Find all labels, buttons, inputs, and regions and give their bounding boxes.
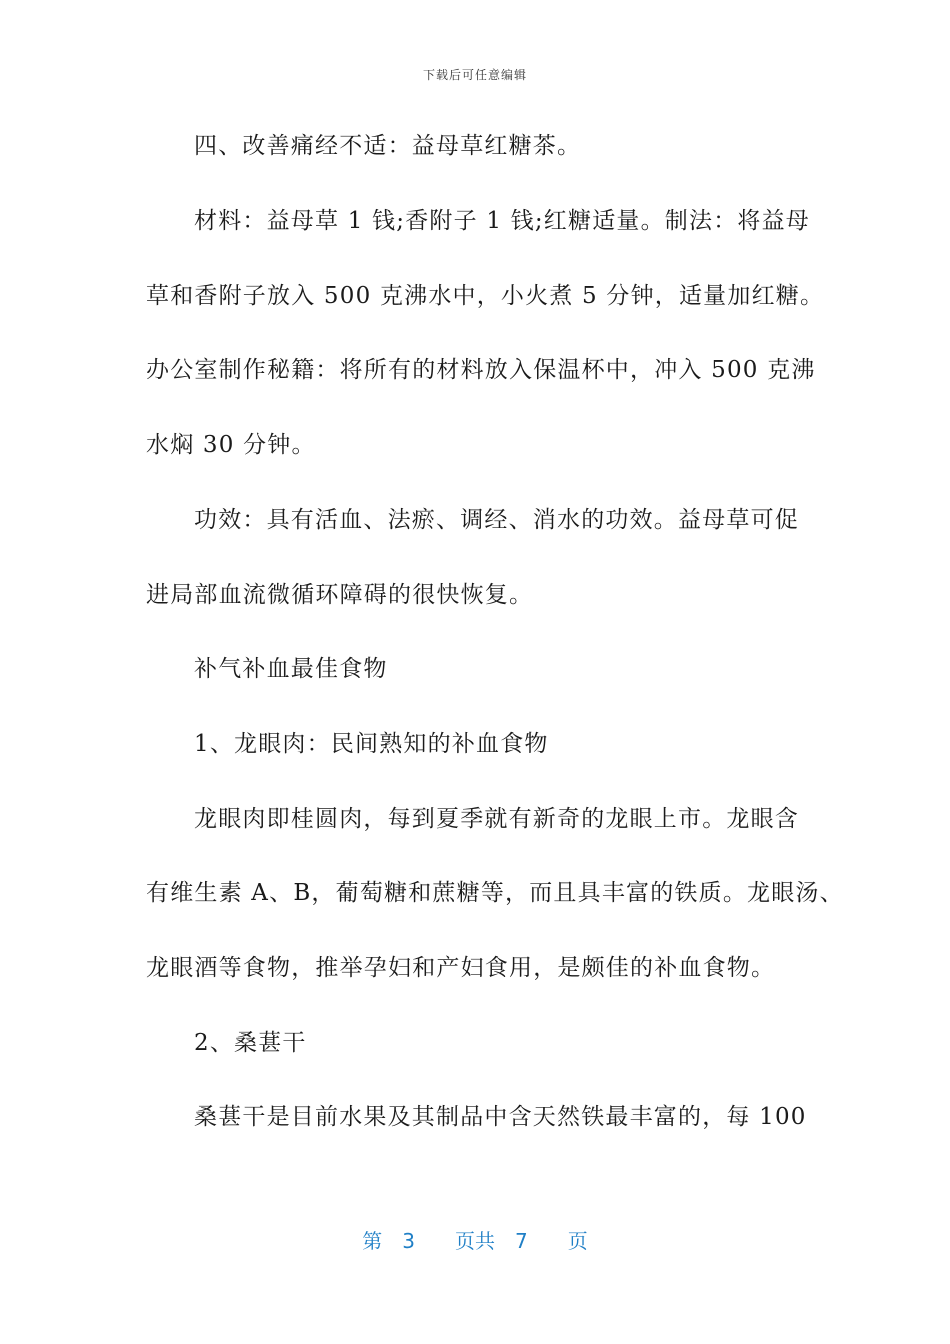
paragraph-line: 桑葚干是目前水果及其制品中含天然铁最丰富的，每 100 [194,1104,807,1130]
subsection-heading: 1、龙眼肉：民间熟知的补血食物 [194,731,549,757]
header-note: 下载后可任意编辑 [422,68,527,82]
paragraph-line: 龙眼酒等食物，推举孕妇和产妇食用，是颇佳的补血食物。 [146,955,776,981]
paragraph-line: 草和香附子放入 500 克沸水中，小火煮 5 分钟，适量加红糖。 [146,283,825,309]
page-footer [0,1225,950,1254]
footer-suffix: 页 [567,1229,588,1253]
current-page-number: 3 [402,1229,415,1253]
paragraph-line: 办公室制作秘籍：将所有的材料放入保温杯中，冲入 500 克沸 [146,357,816,383]
paragraph-line: 材料：益母草 1 钱;香附子 1 钱;红糖适量。制法：将益母 [194,208,811,234]
section-heading: 四、改善痛经不适：益母草红糖茶。 [194,133,582,159]
footer-prefix: 第 [362,1229,383,1253]
footer-middle: 页共 [455,1229,495,1253]
total-pages-number: 7 [515,1229,528,1253]
paragraph-line: 有维生素 A、B，葡萄糖和蔗糖等，而且具丰富的铁质。龙眼汤、 [146,880,844,906]
subsection-heading: 2、桑葚干 [194,1030,307,1056]
paragraph-line: 水焖 30 分钟。 [146,432,316,458]
paragraph-line: 进局部血流微循环障碍的很快恢复。 [146,582,534,608]
paragraph-line: 功效：具有活血、法瘀、调经、消水的功效。益母草可促 [194,507,799,533]
paragraph-line: 龙眼肉即桂圆肉，每到夏季就有新奇的龙眼上市。龙眼含 [194,806,799,832]
section-heading: 补气补血最佳食物 [194,656,388,682]
